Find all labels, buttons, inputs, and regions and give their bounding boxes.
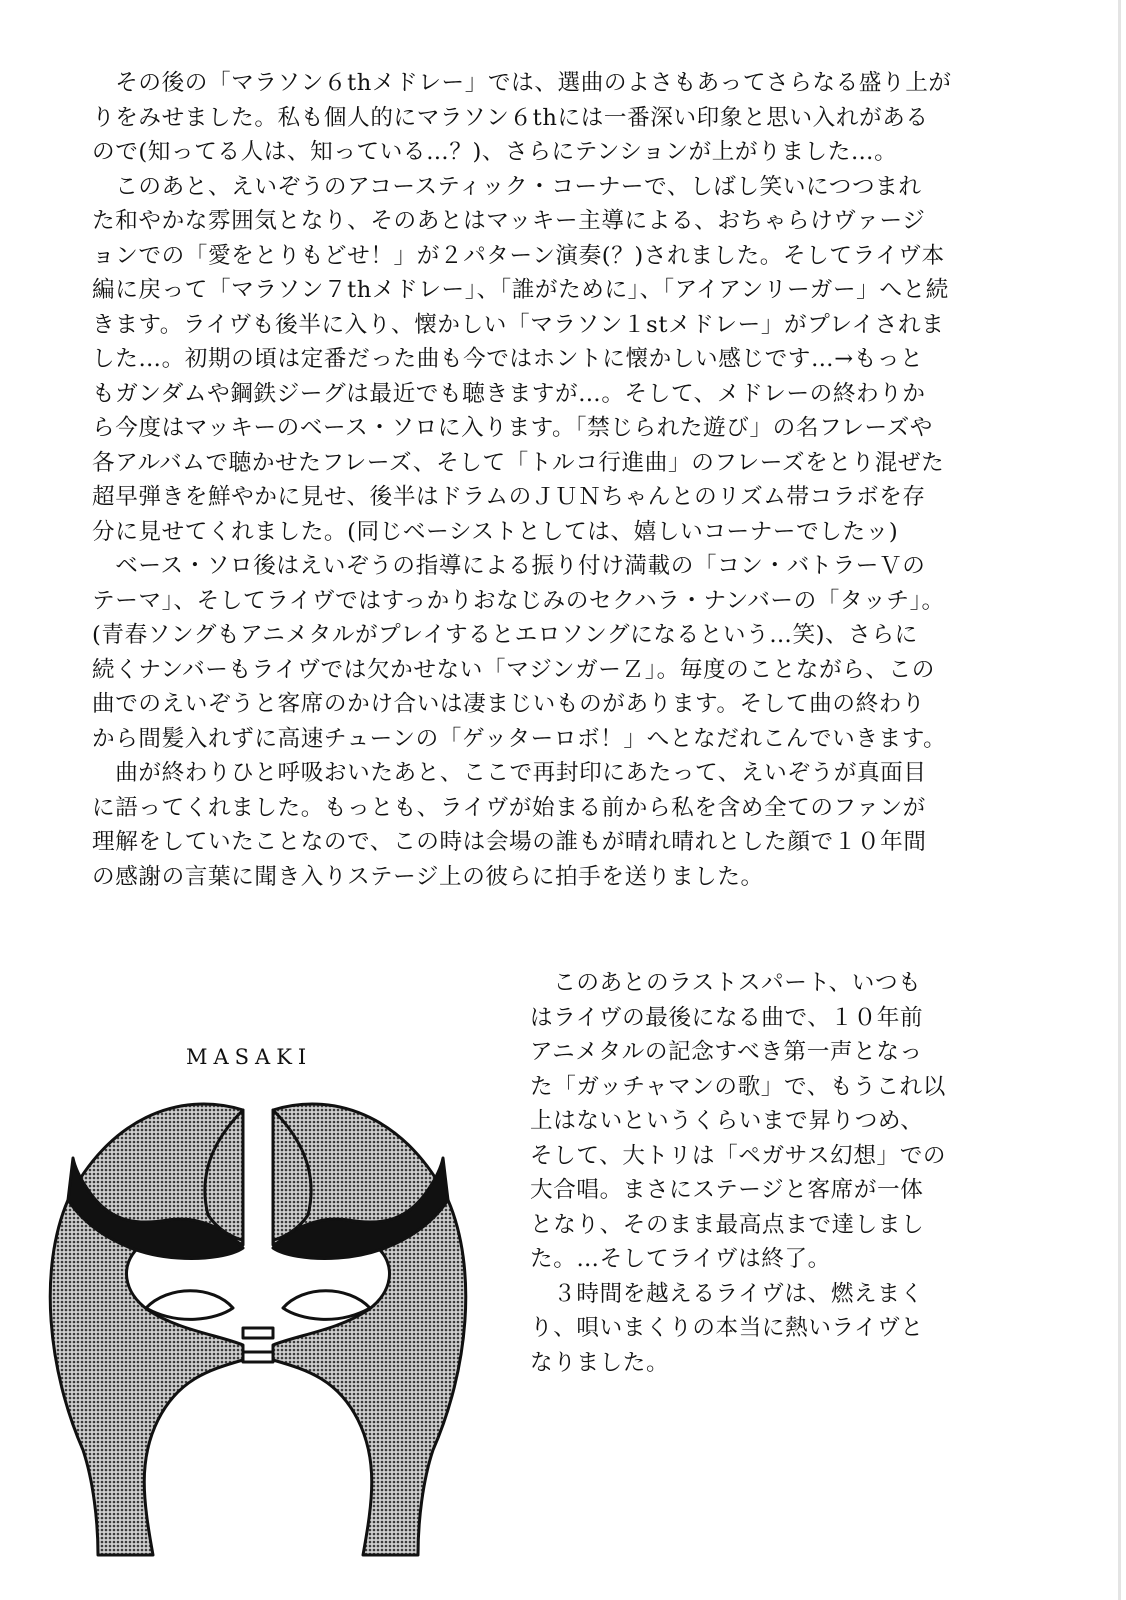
text-line: 超早弾きを鮮やかに見せ、後半はドラムのＪＵＮちゃんとのリズム帯コラボを存 — [92, 484, 926, 510]
text-line: た。…そしてライヴは終了。 — [530, 1246, 831, 1272]
text-line: 理解をしていたことなので、この時は会場の誰もが晴れ晴れとした顔で１０年間 — [92, 829, 927, 855]
text-line: このあとのラストスパート、いつも — [530, 970, 922, 996]
mask-bridge-lower — [243, 1352, 273, 1362]
text-line: その後の「マラソン６thメドレー」では、選曲のよさもあってさらなる盛り上が — [92, 70, 952, 96]
text-line: ので(知ってる人は、知っている…？)、さらにテンションが上がりました…。 — [92, 139, 898, 165]
text-line: このあと、えいぞうのアコースティック・コーナーで、しばし笑いにつつまれ — [92, 173, 922, 200]
text-line: ら今度はマッキーのベース・ソロに入ります。「禁じられた遊び」の名フレーズや — [92, 415, 933, 441]
text-line: 編に戻って「マラソン７thメドレー」、「誰がために」、「アイアンリーガー」へと続 — [92, 277, 949, 303]
text-line: アニメタルの記念すべき第一声となっ — [530, 1039, 923, 1065]
text-line: (青春ソングもアニメタルがプレイするとエロソングになるという…笑)、さらに — [92, 622, 918, 648]
text-line: 続くナンバーもライヴでは欠かせない「マジンガーＺ」。毎度のことながら、この — [92, 656, 935, 683]
text-line: そして、大トリは「ペガサス幻想」での — [530, 1142, 947, 1169]
text-line: となり、そのまま最高点まで達しまし — [530, 1211, 925, 1238]
text-line: なりました。 — [530, 1349, 670, 1376]
text-line: はライヴの最後になる曲で、１０年前 — [530, 1004, 924, 1031]
text-line: した…。初期の頃は定番だった曲も今ではホントに懐かしい感じです…→もっと — [92, 346, 924, 372]
text-line: に語ってくれました。もっとも、ライヴが始まる前から私を含め全てのファンが — [92, 794, 926, 821]
mask-bridge-upper — [243, 1328, 273, 1338]
text-line: り、唄いまくりの本当に熱いライヴと — [530, 1315, 924, 1341]
text-line: 各アルバムで聴かせたフレーズ、そして「トルコ行進曲」のフレーズをとり混ぜた — [92, 449, 945, 476]
page-edge-rule — [1118, 0, 1121, 1600]
main-article-text — [92, 66, 952, 894]
mask-right-eye — [283, 1291, 370, 1320]
logo-caption: MASAKI — [186, 1045, 313, 1069]
text-line: ョンでの「愛をとりもどせ！」が２パターン演奏(？)されました。そしてライヴ本 — [92, 242, 945, 269]
text-line: 曲が終わりひと呼吸おいたあと、ここで再封印にあたって、えいぞうが真面目 — [92, 760, 927, 786]
text-line: テーマ」、そしてライヴではすっかりおなじみのセクハラ・ナンバーの「タッチ」。 — [92, 587, 945, 614]
mask-left-eye — [146, 1291, 233, 1320]
text-line: 曲でのえいぞうと客席のかけ合いは凄まじいものがあります。そして曲の終わり — [92, 691, 926, 717]
text-line: りをみせました。私も個人的にマラソン６thには一番深い印象と思い入れがある — [92, 104, 929, 131]
text-line: 大合唱。まさにステージと客席が一体 — [530, 1177, 924, 1203]
text-line: た和やかな雰囲気となり、そのあとはマッキー主導による、おちゃらけヴァージ — [92, 208, 926, 234]
text-line: 上はないというくらいまで昇りつめ、 — [530, 1108, 924, 1134]
text-line: ベース・ソロ後はえいぞうの指導による振り付け満載の「コン・バトラーＶの — [92, 553, 926, 579]
text-line: もガンダムや鋼鉄ジーグは最近でも聴きますが…。そして、メドレーの終わりか — [92, 380, 926, 407]
closing-column-text — [530, 966, 946, 1380]
text-line: ３時間を越えるライヴは、燃えまく — [530, 1280, 924, 1307]
wrestling-mask-icon — [28, 1080, 488, 1590]
text-line: 分に見せてくれました。(同じベーシストとしては、嬉しいコーナーでしたッ) — [92, 518, 899, 545]
text-line: から間髪入れずに高速チューンの「ゲッターロボ！」へとなだれこんでいきます。 — [92, 725, 947, 752]
text-line: た「ガッチャマンの歌」で、もうこれ以 — [530, 1073, 946, 1100]
text-line: の感謝の言葉に聞き入りステージ上の彼らに拍手を送りました。 — [92, 863, 764, 890]
text-line: きます。ライヴも後半に入り、懐かしい「マラソン１stメドレー」がプレイされま — [92, 311, 945, 338]
